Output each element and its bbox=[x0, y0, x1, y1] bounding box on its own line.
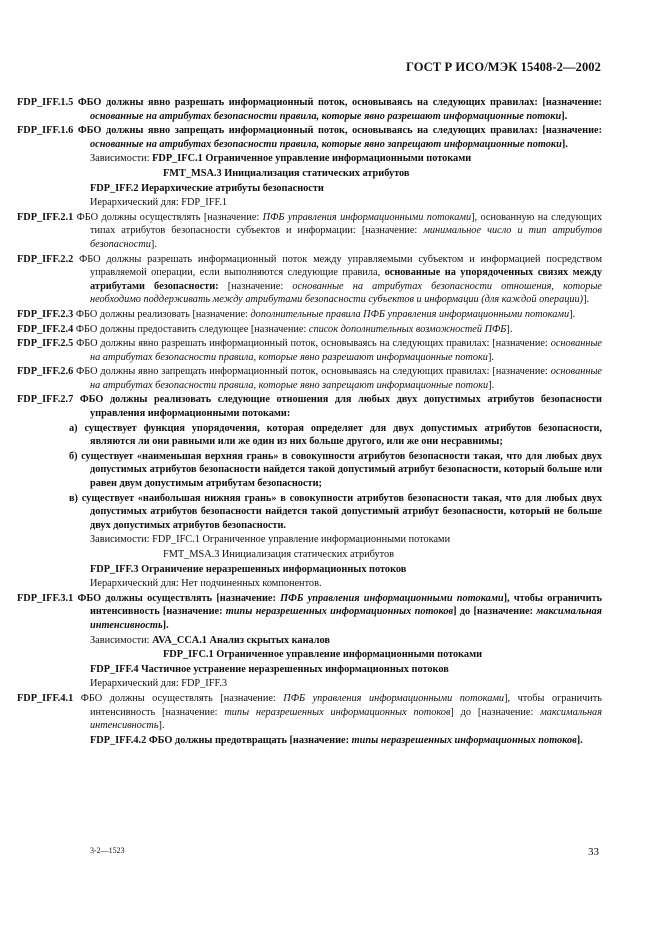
dependencies-3-line2: FDP_IFC.1 Ограниченное управление информационными потоками bbox=[163, 649, 483, 661]
hierarchical-fdp-iff-3: Иерархический для: Нет подчиненных компонентов. bbox=[90, 578, 322, 590]
element-fdp-iff-2-6: FDP_IFF.2.6 ФБО должны явно запрещать информационный поток, основываясь на следующих правилах: [назначение: основанные на атрибутах безопасности правила, которые явно запрещают информационные потоки]. bbox=[17, 366, 602, 391]
list-item-b: б) существует «наименьшая верхняя грань» в совокупности атрибутов безопасности такая, что для любых двух допустимых атрибутов безопасности найдется такой допустимый атрибут безопасности, который больше или равен двум допустимым атрибутам безопасности; bbox=[69, 450, 602, 490]
element-fdp-iff-4-2: FDP_IFF.4.2 ФБО должны предотвращать [назначение: типы неразрешенных информационных потоков]. bbox=[90, 734, 583, 746]
dependencies-2-line2: FMT_MSA.3 Инициализация статических атрибутов bbox=[163, 549, 394, 560]
element-fdp-iff-2-7: FDP_IFF.2.7 ФБО должны реализовать следующие отношения для любых двух допустимых атрибутов безопасности управления информационными потоками: bbox=[17, 394, 602, 420]
component-heading-fdp-iff-2: FDP_IFF.2 Иерархические атрибуты безопасности bbox=[90, 182, 324, 194]
element-fdp-iff-2-1: FDP_IFF.2.1 ФБО должны осуществлять [назначение: ПФБ управления информационными потоками], основанную на следующих типах атрибутов безопасности субъектов и информации: [назначение: минимальное число и тип атрибутов безопасности]. bbox=[17, 211, 602, 250]
dependencies-3: Зависимости: AVA_CCA.1 Анализ скрытых каналов bbox=[90, 634, 330, 646]
element-fdp-iff-1-6: FDP_IFF.1.6 ФБО должны явно запрещать информационный поток, основываясь на следующих правилах: [назначение: основанные на атрибутах безопасности правила, которые явно запрещают информационные потоки]. bbox=[17, 125, 602, 150]
list-item-c: в) существует «наибольшая нижняя грань» в совокупности атрибутов безопасности такая, что для любых двух допустимых атрибутов безопасности найдется такой допустимый атрибут безопасности, который не больше двух допустимых атрибутов безопасности. bbox=[69, 492, 602, 531]
page-content bbox=[17, 96, 603, 748]
page-number: 33 bbox=[588, 846, 599, 858]
element-fdp-iff-4-1: FDP_IFF.4.1 ФБО должны осуществлять [назначение: ПФБ управления информационными потоками], чтобы ограничить интенсивность [назначение: типы неразрешенных информационных потоков] до [назначение: максимальная интенсивность]. bbox=[17, 692, 602, 732]
hierarchical-fdp-iff-2: Иерархический для: FDP_IFF.1 bbox=[90, 197, 228, 209]
element-fdp-iff-2-2: FDP_IFF.2.2 ФБО должны разрешать информационный поток между управляемыми субъектом и информацией посредством управляемой операции, если выполняются следующие правила, основанные на упорядоченных связях между атрибутами безопасности: [назначение: основанные на атрибутах безопасности отношения, которые необходимо поддерживать между атрибутами безопасности субъектов и информации (для каждой операции)]. bbox=[17, 253, 602, 306]
component-heading-fdp-iff-4: FDP_IFF.4 Частичное устранение неразрешенных информационных потоков bbox=[90, 663, 449, 675]
element-fdp-iff-2-3: FDP_IFF.2.3 ФБО должны реализовать [назначение: дополнительные правила ПФБ управления информационными потоками]. bbox=[17, 308, 576, 320]
list-item-a: а) существует функция упорядочения, которая определяет для двух допустимых атрибутов безопасности, являются ли они равными или же один из них больше другого, или же они несравнимы; bbox=[69, 422, 602, 448]
component-heading-fdp-iff-3: FDP_IFF.3 Ограничение неразрешенных информационных потоков bbox=[90, 563, 407, 575]
footer-print-code: 3-2—1523 bbox=[90, 846, 125, 855]
hierarchical-fdp-iff-4: Иерархический для: FDP_IFF.3 bbox=[90, 678, 228, 690]
dependencies-1: Зависимости: FDP_IFC.1 Ограниченное управление информационными потоками bbox=[90, 153, 472, 165]
dependencies-1-line2: FMT_MSA.3 Инициализация статических атрибутов bbox=[163, 167, 410, 179]
element-fdp-iff-1-5: FDP_IFF.1.5 ФБО должны явно разрешать информационный поток, основываясь на следующих правилах: [назначение: основанные на атрибутах безопасности правила, которые явно разрешают информационные потоки]. bbox=[17, 97, 602, 122]
dependencies-2: Зависимости: FDP_IFC.1 Ограниченное управление информационными потоками bbox=[90, 534, 451, 546]
element-fdp-iff-3-1: FDP_IFF.3.1 ФБО должны осуществлять [назначение: ПФБ управления информационными потоками], чтобы ограничить интенсивность [назначение: типы неразрешенных информационных потоков] до [назначение: максимальная интенсивность]. bbox=[17, 592, 603, 631]
page-header: ГОСТ Р ИСО/МЭК 15408-2—2002 bbox=[405, 60, 601, 74]
element-fdp-iff-2-4: FDP_IFF.2.4 ФБО должны предоставить следующее [назначение: список дополнительных возможностей ПФБ]. bbox=[17, 323, 513, 335]
element-fdp-iff-2-5: FDP_IFF.2.5 ФБО должны явно разрешать информационный поток, основываясь на следующих правилах: [назначение: основанные на атрибутах безопасности правила, которые явно разрешают информационные потоки]. bbox=[17, 338, 602, 363]
